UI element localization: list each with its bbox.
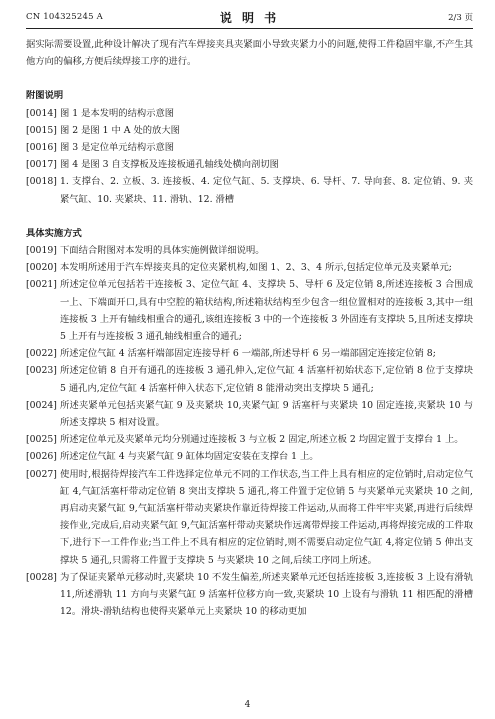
paragraph-0021 <box>26 276 473 345</box>
paragraph-0024 <box>26 397 473 431</box>
paragraph-number: [0015] <box>26 124 57 136</box>
paragraph-text: 所述定位气缸 4 活塞杆端部固定连接导杆 6 一端部,所述导杆 6 另一端部固定连接定位销 8; <box>60 348 436 360</box>
embodiments-heading: 具体实施方式 <box>26 227 82 239</box>
paragraph-number: [0019] <box>26 245 57 257</box>
paragraph-0019 <box>26 242 473 259</box>
paragraph-text: 图 2 是图 1 中 A 处的放大图 <box>60 124 180 136</box>
paragraph-number: [0018] <box>26 176 57 188</box>
page-number: 4 <box>244 700 251 710</box>
paragraph-0016 <box>26 139 473 156</box>
paragraph-number: [0023] <box>26 365 57 377</box>
document-title: 说 明 书 <box>219 10 280 25</box>
paragraph-number: [0020] <box>26 262 57 274</box>
paragraph-number: [0028] <box>26 571 57 583</box>
paragraph-0023 <box>26 362 473 396</box>
paragraph-text: 图 1 是本发明的结构示意图 <box>60 107 175 119</box>
paragraph-text: 图 3 是定位单元结构示意图 <box>60 142 175 154</box>
paragraph-number: [0021] <box>26 279 57 291</box>
paragraph-number: [0024] <box>26 399 57 411</box>
paragraph-number: [0014] <box>26 107 57 119</box>
paragraph-0020 <box>26 259 473 276</box>
paragraph-text: 使用时,根据待焊接汽车工件选择定位单元不同的工作状态,当工件上具有相应的定位销时,启动定位气缸 4,气缸活塞杆带动定位销 8 突出支撑块 5 通孔,将工件置于定位销 5 与夹紧单元夹紧块 10 之间,再启动夹紧气缸 9,气缸活塞杆带动夹紧块作靠近待焊接工件运动,从而将工件牢牢夹紧,再进行后续焊接作业,完成后,启动夹紧气缸 9,气缸活塞杆带动夹紧块作远离带焊接工件运动,再将焊接完成的工件取下,进行下一工件作业;当工件上不具有相应的定位销时,则不需要启动定位气缸 4,将定位销 5 伸出支撑块 5 通孔,只需将工件置于支撑块 5 与夹紧块 10 之间,后续工序同上所述。 <box>60 468 473 566</box>
paragraph-text: 下面结合附图对本发明的具体实施例做详细说明。 <box>60 245 265 257</box>
paragraph-text: 1. 支撑台、2. 立板、3. 连接板、4. 定位气缸、5. 支撑块、6. 导杆、7. 导向套、8. 定位销、9. 夹紧气缸、10. 夹紧块、11. 滑轨、12. 滑槽 <box>60 176 473 205</box>
paragraph-text: 所述夹紧单元包括夹紧气缸 9 及夹紧块 10,夹紧气缸 9 活塞杆与夹紧块 10 固定连接,夹紧块 10 与所述支撑块 5 相对设置。 <box>60 399 473 429</box>
paragraph-text: 为了保证夹紧单元移动时,夹紧块 10 不发生偏差,所述夹紧单元还包括连接板 3,连接板 3 上设有滑轨 11,所述滑轨 11 方向与夹紧气缸 9 活塞杆位移方向一致,夹紧块 10 上设有与滑轨 11 相匹配的滑槽 12。滑块-滑轨结构也使得夹紧单元上夹紧块 10 的移动更加 <box>60 571 473 618</box>
paragraph-number: [0025] <box>26 434 57 446</box>
paragraph-text: 所述定位销 8 自开有通孔的连接板 3 通孔伸入,定位气缸 4 活塞杆初始状态下,定位销 8 位于支撑块 5 通孔内,定位气缸 4 活塞杆伸入状态下,定位销 8 能滑动突出支撑块 5 通孔; <box>60 365 473 394</box>
paragraph-number: [0022] <box>26 348 57 360</box>
paragraph-0014 <box>26 105 473 122</box>
spacer <box>26 208 473 225</box>
spacer <box>26 70 473 87</box>
paragraph-number: [0017] <box>26 159 57 171</box>
patent-number: CN 104325245 A <box>26 12 103 22</box>
paragraph-text: 所述定位单元包括若干连接板 3、定位气缸 4、支撑块 5、导杆 6 及定位销 8,所述连接板 3 合围成一上、下端面开口,具有中空腔的箱状结构,所述箱状结构至少包含一组位置相对的连接板 3,其中一组连接板 3 上开有轴线相重合的通孔,该组连接板 3 中的一个连接板 3 外固连有支撑块 5,且所述支撑块 5 上开有与连接板 3 通孔轴线相重合的通孔; <box>60 279 473 343</box>
paragraph-text: 所述定位单元及夹紧单元均分别通过连接板 3 与立板 2 固定,所述立板 2 均固定置于支撑台 1 上。 <box>60 434 464 446</box>
page-header <box>26 6 473 29</box>
paragraph-0015 <box>26 122 473 139</box>
paragraph-0026 <box>26 448 473 465</box>
paragraph-text: 图 4 是图 3 自支撑板及连接板通孔轴线处横向剖切图 <box>60 159 279 171</box>
page-indicator: 2/3 页 <box>448 13 473 23</box>
paragraph-0018 <box>26 173 473 207</box>
paragraph-number: [0016] <box>26 142 57 154</box>
paragraph-0027 <box>26 466 473 569</box>
paragraph-text: 本发明所述用于汽车焊接夹具的定位夹紧机构,如图 1、2、3、4 所示,包括定位单元及夹紧单元; <box>60 262 452 274</box>
paragraph-0028 <box>26 569 473 621</box>
paragraph-number: [0026] <box>26 451 57 463</box>
paragraph-0022 <box>26 345 473 362</box>
figures-heading: 附图说明 <box>26 90 64 102</box>
document-body <box>26 36 473 621</box>
paragraph-text: 所述定位气缸 4 与夹紧气缸 9 缸体均固定安装在支撑台 1 上。 <box>60 451 319 463</box>
paragraph-0025 <box>26 431 473 448</box>
paragraph-number: [0027] <box>26 468 57 480</box>
paragraph-0017 <box>26 156 473 173</box>
intro-paragraph: 据实际需要设置,此种设计解决了现有汽车焊接夹具夹紧面小导致夹紧力小的问题,使得工件稳固牢靠,不产生其他方向的偏移,方便后续焊接工序的进行。 <box>26 39 473 68</box>
